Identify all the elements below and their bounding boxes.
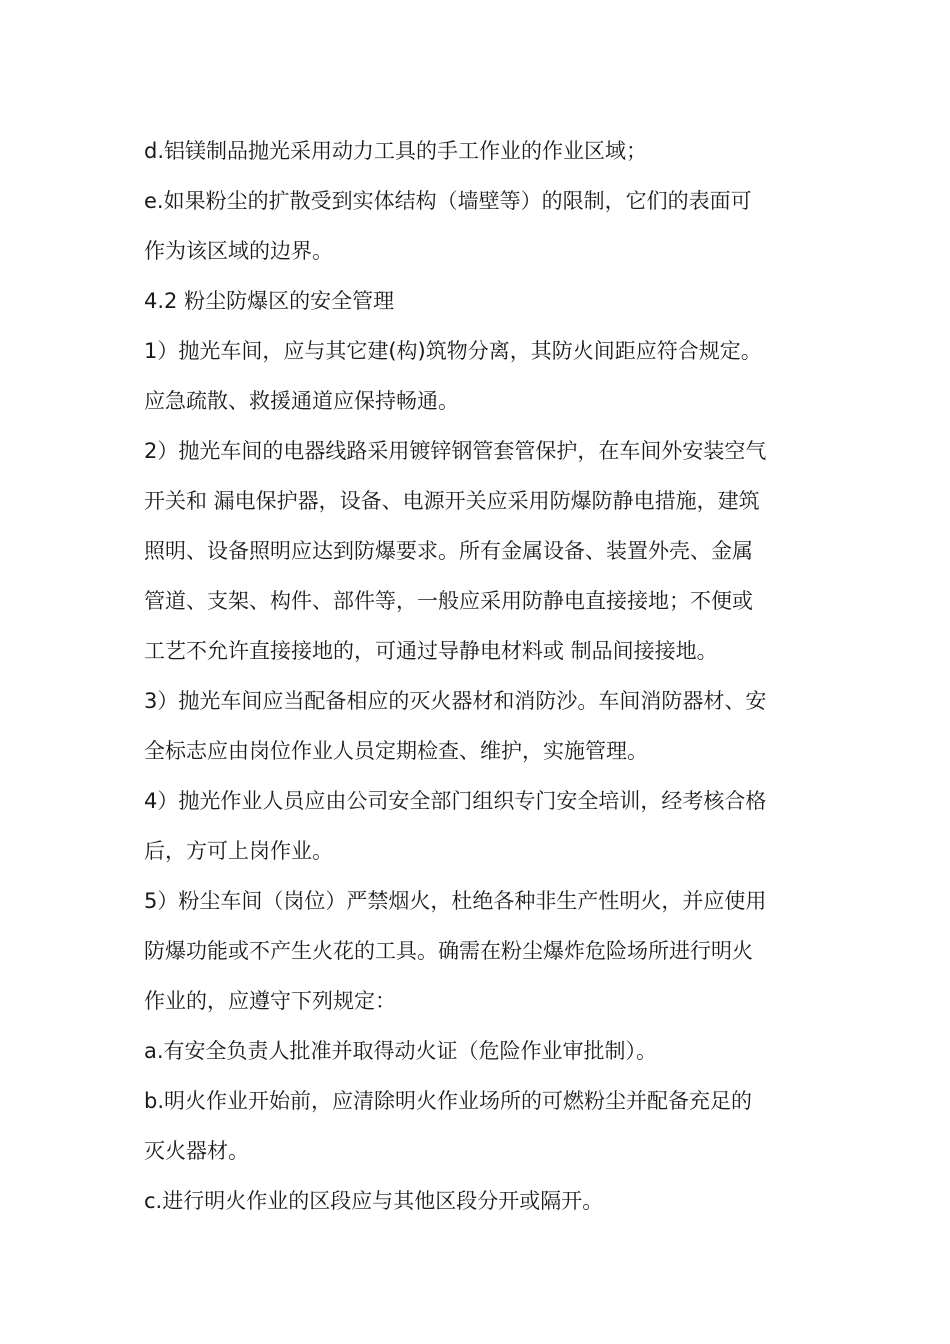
section-heading: 4.2 粉尘防爆区的安全管理 xyxy=(144,289,395,313)
text-line: 3）抛光车间应当配备相应的灭火器材和消防沙。车间消防器材、安 xyxy=(144,689,767,713)
text-line: 工艺不允许直接接地的，可通过导静电材料或 制品间接接地。 xyxy=(144,639,718,663)
text-line: b.明火作业开始前，应清除明火作业场所的可燃粉尘并配备充足的 xyxy=(144,1089,753,1113)
text-line: 开关和 漏电保护器，设备、电源开关应采用防爆防静电措施，建筑 xyxy=(144,489,760,513)
text-line: 作为该区域的边界。 xyxy=(144,239,333,263)
text-line: 4）抛光作业人员应由公司安全部门组织专门安全培训，经考核合格 xyxy=(144,789,767,813)
text-line: 全标志应由岗位作业人员定期检查、维护，实施管理。 xyxy=(144,739,648,763)
text-line: 应急疏散、救援通道应保持畅通。 xyxy=(144,389,459,413)
text-line: 防爆功能或不产生火花的工具。确需在粉尘爆炸危险场所进行明火 xyxy=(144,939,753,963)
document-body xyxy=(144,126,808,1226)
text-line: 灭火器材。 xyxy=(144,1139,249,1163)
text-line: 5）粉尘车间（岗位）严禁烟火，杜绝各种非生产性明火，并应使用 xyxy=(144,889,767,913)
text-line: c.进行明火作业的区段应与其他区段分开或隔开。 xyxy=(144,1189,604,1213)
text-line: d.铝镁制品抛光采用动力工具的手工作业的作业区域； xyxy=(144,139,648,163)
text-line: 照明、设备照明应达到防爆要求。所有金属设备、装置外壳、金属 xyxy=(144,539,753,563)
text-line: 2）抛光车间的电器线路采用镀锌钢管套管保护，在车间外安装空气 xyxy=(144,439,767,463)
text-line: 后，方可上岗作业。 xyxy=(144,839,333,863)
text-line: 作业的，应遵守下列规定： xyxy=(144,989,396,1013)
text-line: e.如果粉尘的扩散受到实体结构（墙壁等）的限制，它们的表面可 xyxy=(144,189,752,213)
text-line: a.有安全负责人批准并取得动火证（危险作业审批制）。 xyxy=(144,1039,658,1063)
text-line: 1）抛光车间，应与其它建(构)筑物分离，其防火间距应符合规定。 xyxy=(144,339,762,363)
text-line: 管道、支架、构件、部件等，一般应采用防静电直接接地；不便或 xyxy=(144,589,753,613)
